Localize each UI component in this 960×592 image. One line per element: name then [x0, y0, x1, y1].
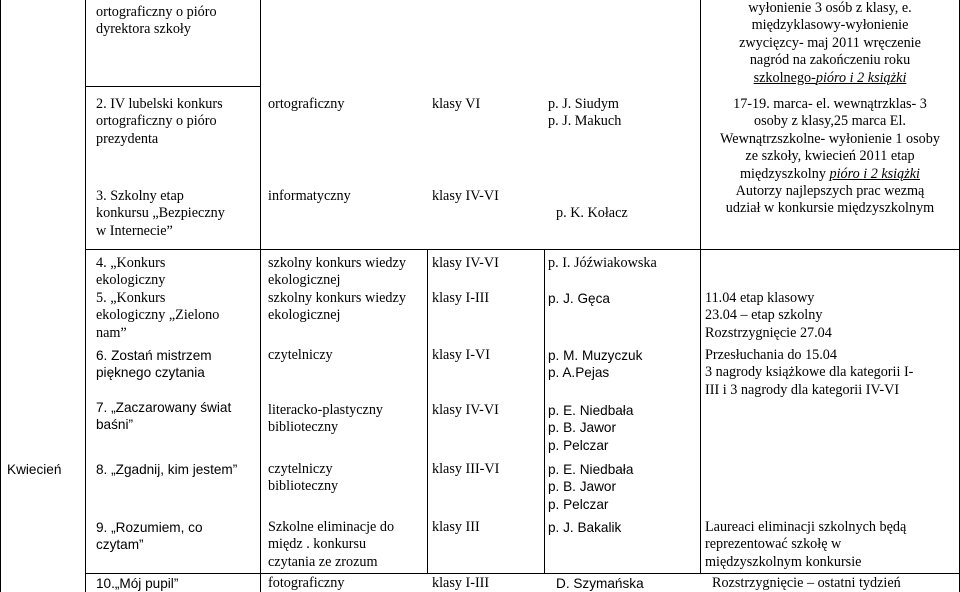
text-line: szkolny konkurs wiedzy: [268, 290, 406, 306]
text-line: ekologiczny „Zielono: [96, 307, 220, 324]
text-line: nam”: [96, 324, 127, 341]
text-line: ortograficzny o pióro: [96, 4, 217, 20]
contest-8-teachers: [548, 461, 633, 513]
text-line: p. J. Gęca: [548, 291, 610, 306]
text-line: [700, 70, 960, 87]
contest-7-name: [96, 399, 231, 434]
text-line: czytelniczy: [268, 461, 333, 477]
text-line: Przesłuchania do 15.04: [705, 347, 837, 363]
text-line: międzyklasowy-wyłonienie: [751, 17, 909, 34]
text-line: ekologicznej: [268, 307, 341, 324]
contest-10-name: 10.„Mój pupil”: [96, 576, 179, 591]
text-line: p. Pelczar: [548, 496, 609, 512]
contest-10-teacher: D. Szymańska: [556, 576, 644, 591]
text-line: Autorzy najlepszych prac wezmą: [735, 183, 925, 200]
text-line: zwycięzcy- maj 2011 wręczenie: [739, 34, 921, 51]
contest-2-type: ortograficzny: [268, 96, 345, 112]
contest-6-name: [96, 347, 212, 382]
rule-col5-left: [700, 249, 701, 573]
text-line: ekologiczny: [96, 272, 166, 289]
text-line: w Internecie”: [96, 222, 173, 239]
text-line: międzyszkolnym konkursie: [705, 553, 862, 570]
contest-4-type: [268, 255, 406, 290]
text-line: p. A.Pejas: [548, 365, 610, 381]
text-line: 8. „Zgadnij, kim jestem”: [96, 462, 238, 477]
contest-10-classes: klasy I-III: [432, 575, 490, 591]
text-span: międzyszkolny: [740, 165, 830, 182]
text-line: p. B. Jawor: [548, 420, 616, 436]
text-line: reprezentować szkołę w: [705, 536, 842, 553]
contest-2-3-info: [700, 96, 960, 218]
text-line: p. E. Niedbała: [548, 462, 634, 477]
text-line: prezydenta: [96, 130, 159, 147]
rule-left: [0, 0, 1, 592]
text-line: ze szkoły, kwiecień 2011 etap: [745, 148, 915, 165]
text-line: 6. Zostań mistrzem: [96, 348, 212, 363]
text-line: 11.04 etap klasowy: [705, 290, 815, 306]
contest-5-type: [268, 290, 406, 325]
contest-2-name: [96, 96, 223, 148]
text-line: ortograficzny o pióro: [96, 113, 217, 130]
text-line: biblioteczny: [268, 419, 339, 436]
text-line: [700, 166, 960, 183]
text-line: p. J. Bakalik: [548, 520, 622, 535]
text-line: baśni”: [96, 417, 134, 433]
text-line: 9. „Rozumiem, co: [96, 520, 203, 535]
text-line: p. J. Siudym: [548, 96, 619, 112]
text-line: pięknego czytania: [96, 365, 205, 381]
text-line: 2. IV lubelski konkurs: [96, 96, 223, 112]
contest-6-type: [268, 347, 333, 364]
contest-9-classes: klasy III: [432, 519, 480, 535]
text-line: Wewnątrzszkolne- wyłonienie 1 osoby: [720, 130, 940, 147]
contest-9-teacher: [548, 519, 621, 536]
contest-3-name: [96, 188, 225, 240]
text-line: Laureaci eliminacji szkolnych będą: [705, 519, 907, 535]
text-line: udział w konkursie międzyszkolnym: [725, 200, 935, 217]
contest-5-teacher: [548, 290, 610, 307]
contest-7-type: [268, 402, 383, 437]
contest-1-info: [700, 0, 960, 87]
contest-9-type: [268, 519, 394, 571]
rule-row3-top: [85, 249, 960, 250]
text-line: p. Pelczar: [548, 437, 609, 453]
contest-4-teacher: [548, 255, 657, 272]
text-line: dyrektora szkoły: [96, 21, 191, 38]
rule-col4-left: [544, 249, 545, 573]
contest-4-name: [96, 255, 165, 290]
text-line: 7. „Zaczarowany świat: [96, 400, 232, 415]
text-line: p. I. Jóźwiakowska: [548, 255, 657, 271]
text-line: p. M. Muzyczuk: [548, 348, 643, 363]
contest-8-classes: klasy III-VI: [432, 461, 500, 477]
contest-8-name: [96, 461, 237, 478]
rule-col3-left: [427, 249, 428, 573]
text-line: p. E. Niedbała: [548, 403, 634, 418]
text-line: III i 3 nagrody dla kategorii IV-VI: [705, 381, 900, 398]
contest-6-teachers: [548, 347, 642, 382]
text-line: osoby z klasy,25 marca El.: [754, 113, 906, 130]
contest-7-classes: klasy IV-VI: [432, 402, 499, 418]
contest-9-info: [705, 519, 906, 571]
contest-2-teachers: [548, 96, 621, 131]
contest-3-teacher: p. K. Kołacz: [556, 205, 628, 221]
text-line: biblioteczny: [268, 478, 339, 495]
prize-text: pióro i 2 książki: [829, 165, 920, 182]
rule-col2-left: [260, 0, 261, 592]
contest-10-type: fotograficzny: [268, 575, 345, 591]
contest-1-name: [96, 4, 217, 39]
text-line: Rozstrzygnięcie 27.04: [705, 324, 832, 341]
text-line: p. B. Jawor: [548, 479, 616, 495]
contest-4-classes: klasy IV-VI: [432, 255, 499, 271]
contest-5-name: [96, 290, 219, 342]
contest-8-type: [268, 461, 338, 496]
text-line: czytam”: [96, 537, 144, 553]
text-line: ekologicznej: [268, 272, 341, 289]
contest-7-teachers: [548, 402, 633, 454]
rule-row2-top: [85, 86, 260, 87]
contest-9-name: [96, 519, 203, 554]
text-line: Szkolne eliminacje do: [268, 519, 395, 535]
text-line: literacko-plastyczny: [268, 402, 384, 418]
text-line: nagród na zakończeniu roku: [749, 52, 911, 69]
rule-row4-top: [85, 573, 960, 574]
contest-10-info: Rozstrzygnięcie – ostatni tydzień: [712, 575, 901, 591]
prize-text: pióro i 2 książki: [815, 69, 907, 86]
contest-3-classes: klasy IV-VI: [432, 188, 499, 204]
text-line: 3 nagrody książkowe dla kategorii I-: [705, 364, 914, 381]
text-line: czytelniczy: [268, 347, 333, 363]
contest-6-info: [705, 347, 913, 399]
rule-col1-left: [85, 0, 86, 592]
text-line: 4. „Konkurs: [96, 255, 166, 271]
text-line: międz . konkursu: [268, 536, 367, 553]
contest-4-5-info: [705, 290, 832, 342]
text-line: 17-19. marca- el. wewnątrzklas- 3: [733, 96, 927, 112]
contest-3-type: informatyczny: [268, 188, 351, 204]
underlined-text: szkolnego-: [753, 69, 816, 86]
month-label: Kwiecień: [7, 462, 62, 477]
text-line: 3. Szkolny etap: [96, 188, 184, 204]
contest-6-classes: klasy I-VI: [432, 347, 490, 363]
contest-5-classes: klasy I-III: [432, 290, 490, 306]
text-line: 23.04 – etap szkolny: [705, 307, 823, 324]
text-line: czytania ze zrozum: [268, 553, 378, 570]
text-line: szkolny konkurs wiedzy: [268, 255, 406, 271]
contest-2-classes: klasy VI: [432, 96, 481, 112]
text-line: 5. „Konkurs: [96, 290, 166, 306]
text-line: konkursu „Bezpieczny: [96, 205, 225, 222]
text-line: wyłonienie 3 osób z klasy, e.: [748, 0, 912, 16]
text-line: p. J. Makuch: [548, 113, 622, 130]
